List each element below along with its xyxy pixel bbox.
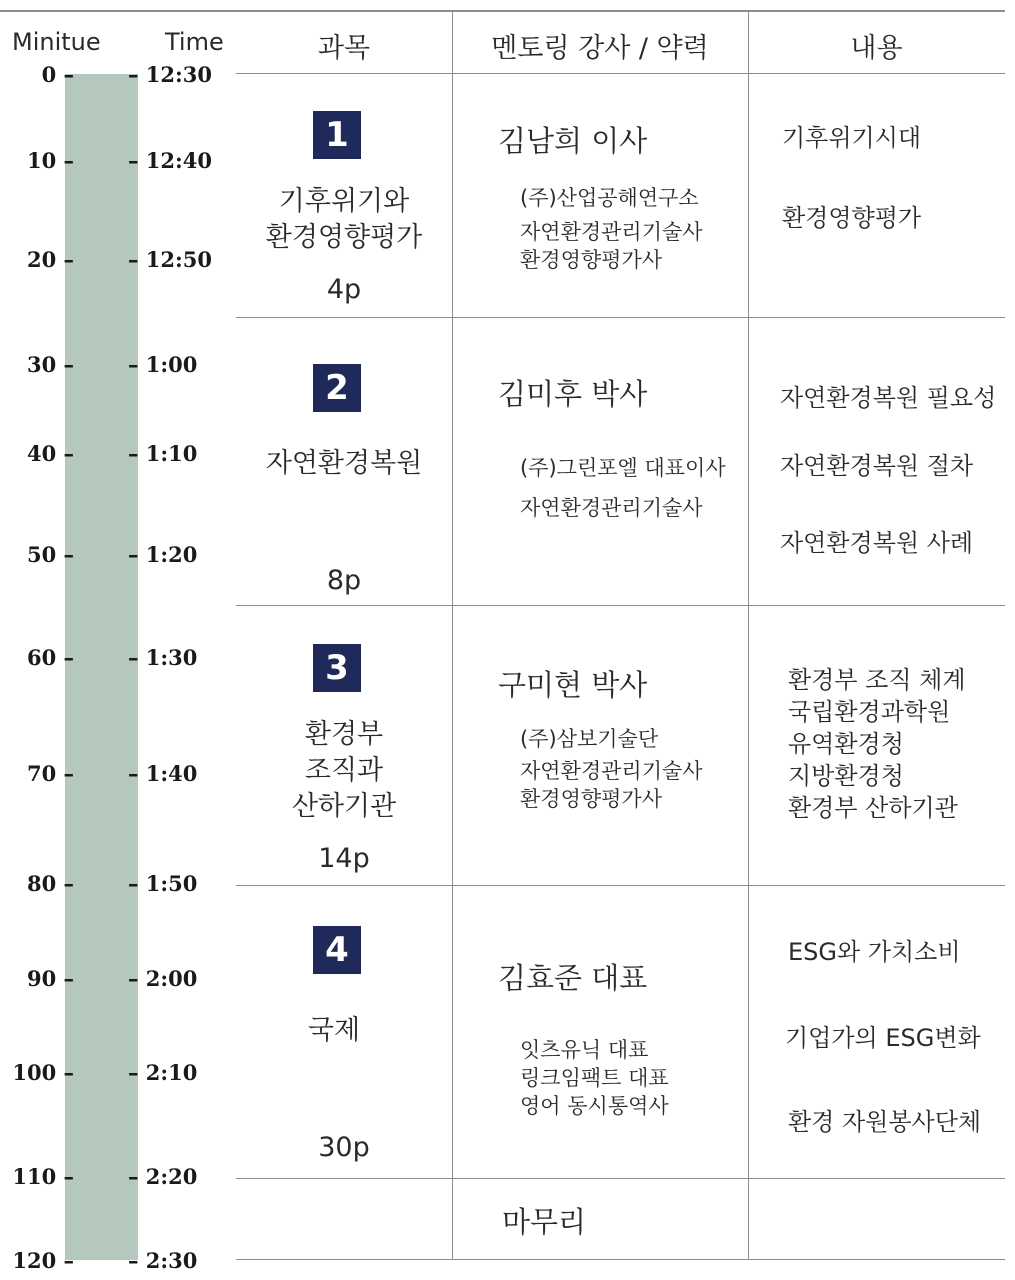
time-tick: – 1:00 <box>128 352 198 377</box>
minute-tick: 10 – <box>26 148 74 173</box>
minute-tick: 60 – <box>26 645 74 670</box>
time-tick: – 1:40 <box>128 761 198 786</box>
content-item: 자연환경복원 사례 <box>780 529 974 557</box>
time-tick: – 2:30 <box>128 1248 198 1273</box>
mentor-info-line: (주)산업공해연구소 <box>520 186 699 210</box>
minute-column-header: Minitue <box>12 28 101 56</box>
session-pages: 8p <box>326 565 362 596</box>
time-tick: – 1:50 <box>128 871 198 896</box>
mentor-info-line: 링크임팩트 대표 <box>520 1066 669 1090</box>
content-item: 환경부 조직 체계 <box>788 666 966 694</box>
session-number-badge: 3 <box>313 644 361 692</box>
session-subject: 국제 <box>307 1015 361 1046</box>
minute-tick: 120 – <box>12 1248 74 1273</box>
mentor-info-line: (주)삼보기술단 <box>520 727 659 751</box>
session-number-badge: 4 <box>313 926 361 974</box>
minute-tick: 40 – <box>26 441 74 466</box>
row-divider-4 <box>236 1178 1005 1179</box>
column-divider-1 <box>452 12 453 1260</box>
time-column-header: Time <box>165 28 224 56</box>
session-subject: 환경부 조직과 산하기관 <box>291 719 397 822</box>
minute-tick: 90 – <box>26 966 74 991</box>
column-divider-2 <box>748 12 749 1260</box>
minute-tick: 0 – <box>41 62 74 87</box>
session-subject: 기후위기와 환경영향평가 <box>265 186 423 253</box>
content-item: 환경영향평가 <box>782 204 922 232</box>
session-pages: 14p <box>318 843 370 874</box>
mentor-name: 김미후 박사 <box>498 377 648 411</box>
mentor-info-line: 자연환경관리기술사 <box>520 220 703 244</box>
time-tick: – 2:20 <box>128 1164 198 1189</box>
session-pages: 30p <box>318 1132 370 1163</box>
minute-tick: 110 – <box>12 1164 74 1189</box>
row-divider-2 <box>236 605 1005 606</box>
session-subject: 자연환경복원 <box>265 448 423 479</box>
minute-tick: 70 – <box>26 761 74 786</box>
mentor-info-line: 잇츠유닉 대표 <box>520 1038 649 1062</box>
time-tick: – 12:30 <box>128 62 213 87</box>
row-divider-3 <box>236 885 1005 886</box>
content-item: ESG와 가치소비 <box>788 938 961 966</box>
content-item: 자연환경복원 필요성 <box>780 384 997 412</box>
time-tick: – 12:50 <box>128 247 213 272</box>
row-divider-1 <box>236 317 1005 318</box>
mentor-column-header: 멘토링 강사 / 약력 <box>491 33 709 64</box>
content-column-header: 내용 <box>850 33 903 64</box>
mentor-info-line: 환경영향평가사 <box>520 248 663 272</box>
mentor-info-line: (주)그린포엘 대표이사 <box>520 456 726 480</box>
closing-label: 마무리 <box>502 1205 587 1239</box>
minute-tick: 30 – <box>26 352 74 377</box>
content-item: 국립환경과학원 <box>788 698 951 726</box>
time-tick: – 2:00 <box>128 966 198 991</box>
minute-tick: 80 – <box>26 871 74 896</box>
time-tick: – 1:10 <box>128 441 198 466</box>
header-divider <box>236 73 1005 74</box>
content-item: 기후위기시대 <box>782 124 922 152</box>
mentor-info-line: 자연환경관리기술사 <box>520 759 703 783</box>
content-item: 환경부 산하기관 <box>788 794 958 822</box>
minute-tick: 100 – <box>12 1060 74 1085</box>
mentor-info-line: 영어 동시통역사 <box>520 1094 669 1118</box>
session-number-badge: 1 <box>313 111 361 159</box>
session-pages: 4p <box>326 274 362 305</box>
time-tick: – 1:20 <box>128 542 198 567</box>
mentor-name: 구미현 박사 <box>498 668 648 702</box>
content-item: 지방환경청 <box>788 762 904 790</box>
mentor-info-line: 환경영향평가사 <box>520 787 663 811</box>
minute-tick: 20 – <box>26 247 74 272</box>
time-tick: – 2:10 <box>128 1060 198 1085</box>
subject-column-header: 과목 <box>317 33 371 64</box>
table-top-border <box>0 10 1005 12</box>
session-number-badge: 2 <box>313 364 361 412</box>
mentor-name: 김남희 이사 <box>498 124 648 158</box>
minute-tick: 50 – <box>26 542 74 567</box>
content-item: 기업가의 ESG변화 <box>785 1024 981 1052</box>
content-item: 자연환경복원 절차 <box>780 452 974 480</box>
table-bottom-border <box>236 1259 1005 1260</box>
time-tick: – 1:30 <box>128 645 198 670</box>
content-item: 환경 자원봉사단체 <box>788 1108 982 1136</box>
time-tick: – 12:40 <box>128 148 213 173</box>
mentor-info-line: 자연환경관리기술사 <box>520 496 703 520</box>
mentor-name: 김효준 대표 <box>498 961 648 995</box>
content-item: 유역환경청 <box>788 730 904 758</box>
